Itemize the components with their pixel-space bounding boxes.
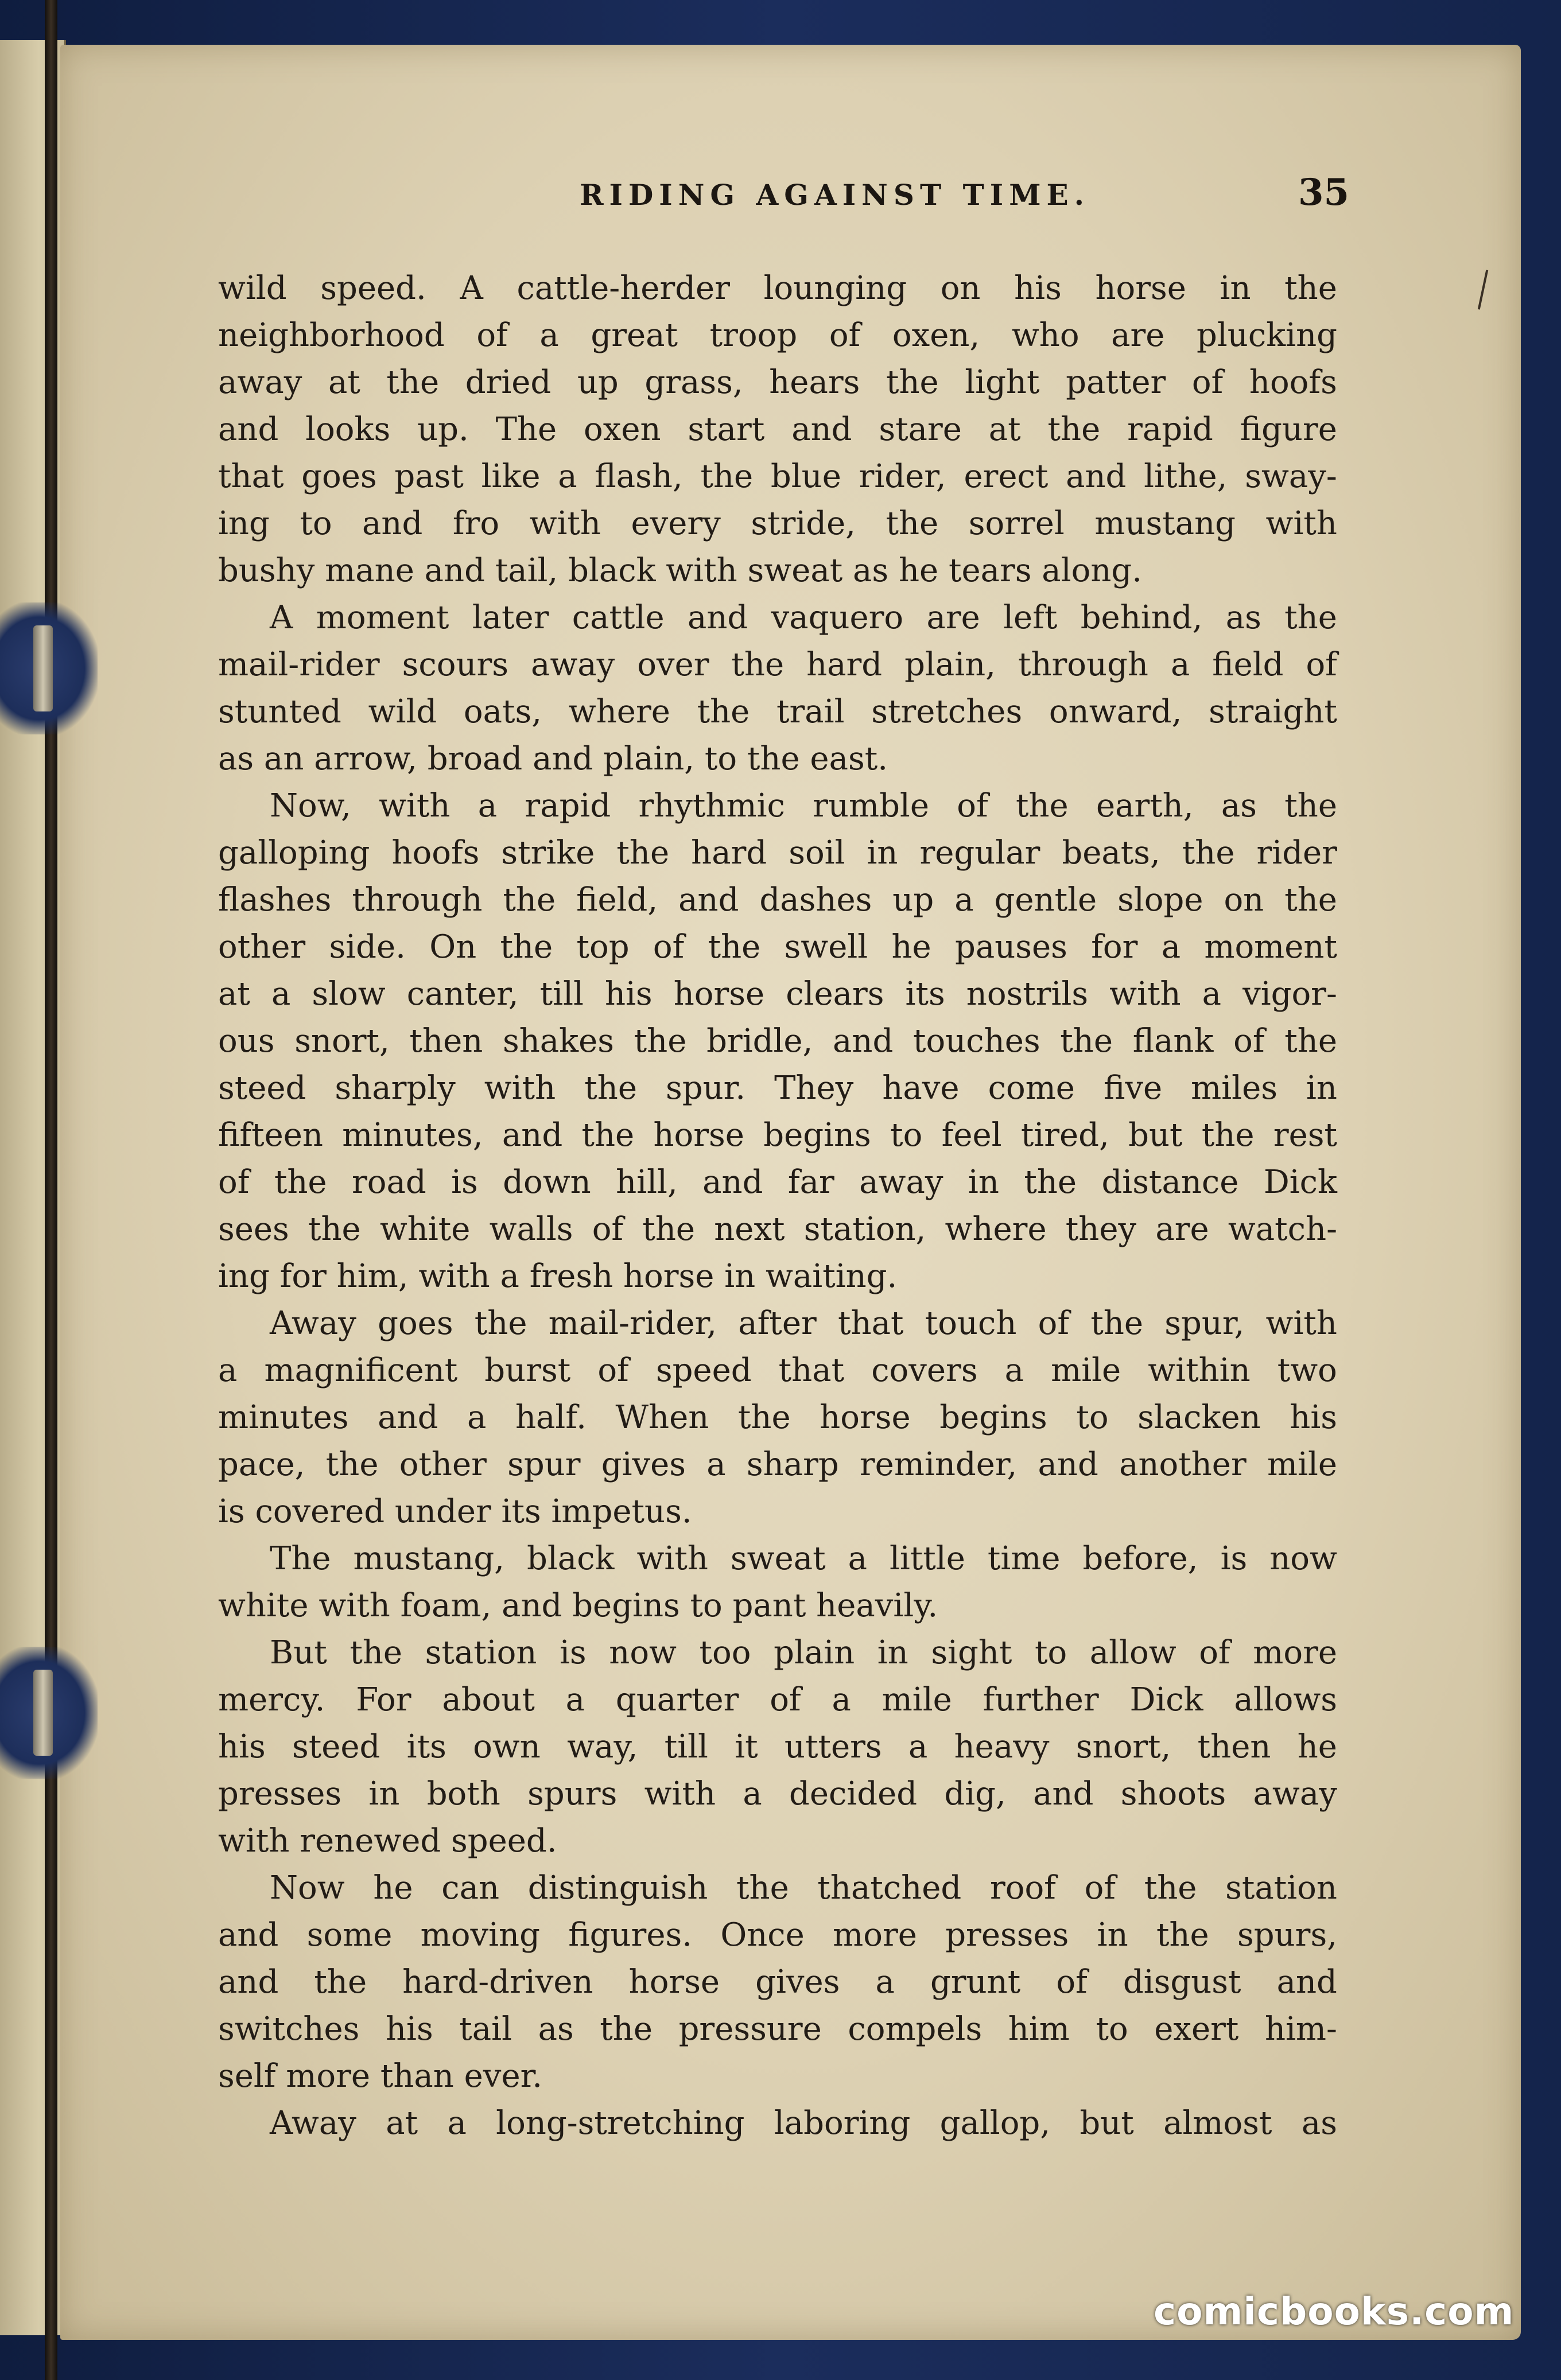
running-title: RIDING AGAINST TIME.: [580, 178, 1090, 212]
text-line: a magnificent burst of speed that covers a mile within two: [218, 1352, 1337, 1389]
text-line: white with foam, and begins to pant heavily.: [218, 1587, 938, 1624]
binding-thread-bottom: [0, 1647, 98, 1779]
text-line: self more than ever.: [218, 2058, 543, 2095]
paragraph: [218, 2100, 1337, 2147]
paragraph: [218, 265, 1337, 594]
text-line: pace, the other spur gives a sharp reminder, and another mile: [218, 1446, 1337, 1483]
text-line: stunted wild oats, where the trail stretches onward, straight: [218, 693, 1337, 730]
paragraph: [218, 1300, 1337, 1535]
text-line: minutes and a half. When the horse begins to slacken his: [218, 1399, 1337, 1436]
book-spine: [45, 0, 57, 2380]
page-header: [0, 171, 1561, 218]
text-line: sees the white walls of the next station, where they are watch-: [218, 1211, 1337, 1248]
text-line: But the station is now too plain in sight to allow of more: [270, 1634, 1337, 1671]
text-line: mail-rider scours away over the hard plain, through a field of: [218, 646, 1337, 683]
paragraph: [218, 783, 1337, 1300]
watermark: comicbooks.com: [1154, 2289, 1515, 2334]
text-line: away at the dried up grass, hears the light patter of hoofs: [218, 364, 1337, 401]
text-line: is covered under its impetus.: [218, 1493, 692, 1530]
body-text: [218, 265, 1337, 2147]
text-line: other side. On the top of the swell he pauses for a moment: [218, 928, 1337, 966]
paragraph: [218, 1865, 1337, 2100]
paragraph: [218, 1630, 1337, 1865]
text-line: ing to and fro with every stride, the sorrel mustang with: [218, 505, 1337, 542]
text-line: that goes past like a flash, the blue rider, erect and lithe, sway-: [218, 458, 1337, 495]
text-line: as an arrow, broad and plain, to the east.: [218, 740, 888, 777]
text-line: The mustang, black with sweat a little time before, is now: [270, 1540, 1337, 1577]
text-line: switches his tail as the pressure compels him to exert him-: [218, 2010, 1337, 2048]
text-line: with renewed speed.: [218, 1822, 557, 1860]
text-line: galloping hoofs strike the hard soil in regular beats, the rider: [218, 834, 1337, 872]
text-line: flashes through the field, and dashes up a gentle slope on the: [218, 881, 1337, 919]
staple-icon: [33, 625, 53, 711]
text-line: his steed its own way, till it utters a heavy snort, then he: [218, 1728, 1337, 1765]
text-line: mercy. For about a quarter of a mile further Dick allows: [218, 1681, 1337, 1718]
text-line: and some moving figures. Once more presses in the spurs,: [218, 1916, 1337, 1954]
text-line: wild speed. A cattle-herder lounging on his horse in the: [218, 270, 1337, 307]
staple-icon: [33, 1670, 53, 1756]
text-line: and looks up. The oxen start and stare at the rapid figure: [218, 411, 1337, 448]
text-line: Now he can distinguish the thatched roof of the station: [270, 1869, 1337, 1907]
text-line: of the road is down hill, and far away in the distance Dick: [218, 1164, 1337, 1201]
text-line: Now, with a rapid rhythmic rumble of the earth, as the: [270, 787, 1337, 825]
text-line: presses in both spurs with a decided dig, and shoots away: [218, 1775, 1337, 1813]
binding-thread-top: [0, 602, 98, 734]
text-line: Away at a long-stretching laboring gallop, but almost as: [270, 2105, 1337, 2142]
text-line: A moment later cattle and vaquero are left behind, as the: [270, 599, 1337, 636]
text-line: at a slow canter, till his horse clears its nostrils with a vigor-: [218, 975, 1337, 1013]
text-line: Away goes the mail-rider, after that touch of the spur, with: [270, 1305, 1337, 1342]
text-line: bushy mane and tail, black with sweat as he tears along.: [218, 552, 1143, 589]
text-line: neighborhood of a great troop of oxen, who are plucking: [218, 317, 1337, 354]
paragraph: [218, 594, 1337, 783]
text-line: fifteen minutes, and the horse begins to feel tired, but the rest: [218, 1117, 1337, 1154]
page-number: 35: [1298, 171, 1350, 214]
paragraph: [218, 1535, 1337, 1630]
text-line: ing for him, with a fresh horse in waiting.: [218, 1258, 898, 1295]
text-line: ous snort, then shakes the bridle, and touches the flank of the: [218, 1022, 1337, 1060]
text-line: steed sharply with the spur. They have come five miles in: [218, 1070, 1337, 1107]
text-line: and the hard-driven horse gives a grunt of disgust and: [218, 1963, 1337, 2001]
